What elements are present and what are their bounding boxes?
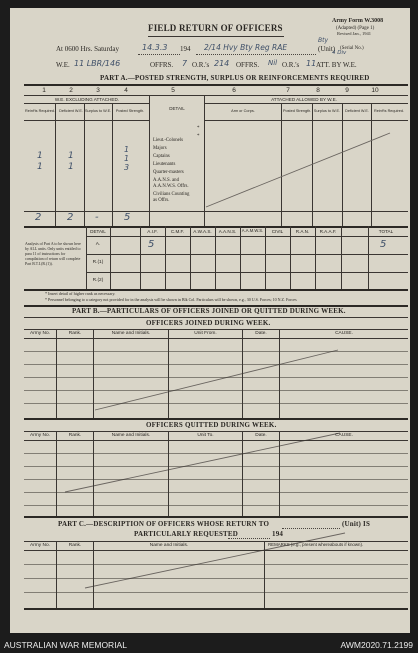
grid-v — [165, 226, 166, 289]
grid-v — [279, 329, 280, 418]
analysis-header: A.A.M.W.S. — [241, 228, 264, 233]
analysis-header: CIVIL — [271, 229, 284, 234]
total-hw: 5 — [124, 212, 131, 223]
grid-v — [265, 226, 266, 289]
analysis-hw-aif: 5 — [148, 239, 155, 250]
asterisk: * — [197, 134, 200, 139]
quitted-header: CAUSE. — [335, 433, 353, 438]
cancel-stroke-quitted — [65, 433, 340, 492]
joined-bottom-rule — [24, 418, 408, 420]
rank-label: Lieut.-Colonels — [153, 138, 183, 143]
rank-label: as Offrs. — [153, 198, 170, 203]
rank-label: Quarter-masters — [153, 170, 184, 175]
part-a-title: PART A.—POSTED STRENGTH, SURPLUS OR REINFORCEMENTS REQUIRED — [100, 74, 370, 82]
grid-v — [341, 226, 342, 289]
quitted-row-rule — [24, 492, 408, 493]
analysis-header: DETAIL — [90, 229, 106, 234]
analysis-header: A.I.F. — [147, 229, 158, 234]
asterisk: * — [197, 126, 200, 131]
grid-v — [290, 226, 291, 289]
grid-v — [86, 226, 87, 289]
offrs2-handwritten: Nil — [268, 59, 278, 67]
analysis-header: R.A.A.F. — [319, 229, 337, 234]
part-c-row-rule — [24, 564, 408, 565]
rank-label: Majors — [153, 146, 167, 151]
header-att-surplus: Surplus to W.E. — [313, 109, 341, 113]
grid-v — [93, 431, 94, 516]
unit-extra-handwritten: Bty — [318, 37, 329, 44]
at-date-handwritten: 14.3.3 — [142, 43, 168, 52]
footnote: * Personnel belonging to a category not provided for in the analysis will be shown in Blk Col. Particulars will be shown, e.g., 30 U.S. Forces; 10 N.Z. Forces — [45, 297, 297, 302]
col-number: 7 — [286, 87, 290, 94]
joined-header: Date. — [255, 331, 267, 336]
joined-header: CAUSE. — [335, 331, 353, 336]
analysis-row: R.(2) — [92, 278, 104, 283]
quitted-bottom-rule — [24, 516, 408, 518]
analysis-rule — [86, 272, 408, 273]
col-number: 10 — [371, 87, 379, 94]
form-title: FIELD RETURN OF OFFICERS — [148, 23, 283, 33]
grid-v — [315, 226, 316, 289]
part-b-rule — [24, 317, 408, 318]
or2-label: O.R.'s — [282, 61, 300, 69]
grid-v — [56, 329, 57, 418]
joined-row-rule — [24, 364, 408, 365]
analysis-header: A.A.N.S. — [218, 229, 237, 234]
offrs-label: OFFRS. — [150, 61, 174, 69]
at-prefix: At 0600 Hrs. Saturday — [56, 45, 119, 53]
quitted-row-rule — [24, 453, 408, 454]
col-number: 2 — [69, 87, 73, 94]
quitted-header: Date. — [255, 433, 267, 438]
col-number: 9 — [345, 87, 349, 94]
header-att-deficient: Deficient W.E. — [345, 109, 369, 113]
grid-v — [215, 226, 216, 289]
rank-label: A.A.N.W.S. Offrs. — [153, 184, 189, 189]
footnote: * Insert detail of higher rank as necessary. — [45, 291, 116, 296]
grid-v — [140, 226, 141, 289]
joined-row-rule — [24, 390, 408, 391]
detail-header: DETAIL — [169, 106, 185, 111]
rank-label: A.A.N.S. and — [153, 178, 179, 183]
grid-v — [242, 431, 243, 516]
form-revised: Revised Jan., 1941 — [337, 31, 371, 36]
hw-col1: 1 — [37, 162, 43, 172]
footer-right: AWM2020.71.2199 — [340, 640, 413, 650]
joined-header: Unit From. — [194, 331, 217, 336]
part-c-title-1: PART C.—DESCRIPTION OF OFFICERS WHOSE RETURN TO — [58, 520, 270, 528]
analysis-header: A.W.A.S. — [193, 229, 212, 234]
serial-label: (Serial No.) — [340, 46, 364, 51]
quitted-header-rule — [24, 440, 408, 441]
quitted-row-rule — [24, 479, 408, 480]
footer-left: AUSTRALIAN WAR MEMORIAL — [4, 640, 127, 650]
quitted-row-rule — [24, 505, 408, 506]
joined-row-rule — [24, 403, 408, 404]
col-number: 5 — [171, 87, 175, 94]
or-handwritten: 214 — [214, 59, 230, 68]
analysis-row: A. — [95, 242, 101, 247]
analysis-rule — [86, 236, 408, 237]
hw-col4: 1 — [124, 154, 130, 163]
or-label: O.R.'s — [192, 61, 210, 69]
unit-extra2-handwritten: 4 Div — [332, 50, 347, 56]
joined-row-rule — [24, 351, 408, 352]
archive-footer — [0, 637, 418, 653]
quitted-header: Name and Initials. — [111, 433, 151, 438]
grid-v — [240, 226, 241, 289]
quitted-header: Unit To. — [197, 433, 214, 438]
grid-v — [168, 329, 169, 418]
grid-v — [56, 541, 57, 608]
cancel-stroke-joined — [95, 350, 338, 410]
form-adaptation: (Adapted) (Page 1) — [336, 26, 375, 31]
form-number: Army Form W.3008 — [332, 18, 384, 24]
rank-label: Civilians Counting — [153, 192, 190, 197]
total-hw: - — [95, 212, 99, 223]
quitted-title: OFFICERS QUITTED DURING WEEK. — [146, 421, 277, 429]
part-c-row-rule — [24, 578, 408, 579]
part-c-bottom-rule — [24, 608, 408, 610]
joined-header: Rank. — [68, 331, 82, 336]
part-c-header-rule — [24, 550, 408, 551]
col-number: 3 — [96, 87, 100, 94]
part-c-header: REMARKS (e.g., present whereabouts if known). — [268, 542, 364, 547]
col-number: 1 — [42, 87, 46, 94]
quitted-header: Army No. — [30, 433, 50, 438]
col-number: 6 — [232, 87, 236, 94]
hw-col2: 1 — [68, 151, 74, 161]
joined-rule — [24, 329, 408, 330]
analysis-row: R.(1) — [92, 260, 104, 265]
cancel-stroke-part-a — [206, 133, 390, 207]
att-label: ATT. BY W.E. — [316, 61, 357, 69]
part-c-header: Name and Initials. — [149, 543, 189, 548]
grid-v — [368, 226, 369, 289]
header-att-reinf: Reinf'ts Required. — [373, 109, 405, 113]
joined-header: Army No. — [30, 331, 50, 336]
part-c-date-dotted — [228, 538, 270, 539]
grid-v — [279, 431, 280, 516]
header-att-posted: Posted Strength. — [283, 109, 312, 113]
attached-header: ATTACHED ALLOWED BY W.E. — [271, 97, 337, 102]
quitted-header: Rank. — [68, 433, 82, 438]
grid-v — [264, 541, 265, 608]
part-b-title: PART B.—PARTICULARS OF OFFICERS JOINED OR QUITTED DURING WEEK. — [72, 307, 346, 315]
part-c-unit-dotted — [282, 528, 340, 529]
header-posted: Posted Strength. — [115, 109, 145, 113]
grid-v — [242, 329, 243, 418]
joined-title: OFFICERS JOINED DURING WEEK. — [146, 319, 271, 327]
hw-col4: 3 — [124, 163, 130, 172]
col-number: 8 — [316, 87, 320, 94]
grid-v — [110, 226, 111, 289]
at-year: 194 — [180, 45, 191, 53]
part-c-row-rule — [24, 592, 408, 593]
we-label: W.E. — [56, 61, 70, 69]
part-c-unit-label: (Unit) IS — [342, 520, 371, 528]
header-arm-corps: Arm or Corps. — [231, 109, 255, 113]
rank-label: Lieutenants — [153, 162, 176, 167]
quitted-rule — [24, 431, 408, 432]
or2-handwritten: 11 — [306, 59, 317, 68]
part-c-header: Rank. — [68, 543, 82, 548]
rank-label: Captains — [153, 154, 170, 159]
analysis-note: Analysis of Part A to be shown here by ALL units. Only units entitled to para 11 of instructions for compilation of return will complete Part B.T.I.(R.(1)). — [25, 242, 81, 266]
part-c-title-2: PARTICULARLY REQUESTED — [134, 530, 239, 538]
analysis-header: C.M.F. — [170, 229, 185, 234]
hw-col2: 1 — [68, 162, 74, 172]
analysis-hw-total: 5 — [380, 239, 387, 250]
hw-col1: 1 — [37, 151, 43, 161]
we-excl-header: W.E. EXCLUDING ATTACHED. — [54, 97, 120, 102]
analysis-header: TOTAL — [378, 229, 394, 234]
unit-handwritten: 2/14 Hvy Bty Reg RAE — [204, 43, 288, 52]
joined-row-rule — [24, 377, 408, 378]
total-hw: 2 — [35, 212, 42, 223]
grid-v — [168, 431, 169, 516]
grid-v — [190, 226, 191, 289]
we-handwritten: 11 LBR/146 — [74, 59, 121, 68]
grid-v — [93, 541, 94, 608]
part-c-year: 194 — [272, 530, 284, 538]
offrs-handwritten: 7 — [182, 59, 188, 68]
joined-header-rule — [24, 338, 408, 339]
unit-label: (Unit) — [318, 45, 336, 53]
offrs2-label: OFFRS. — [236, 61, 260, 69]
joined-header: Name and Initials. — [111, 331, 151, 336]
total-hw: 2 — [67, 212, 74, 223]
analysis-header: R.A.N. — [295, 229, 310, 234]
form-sheet — [10, 8, 410, 633]
header-reinf: Reinf'ts Required. — [25, 109, 56, 113]
grid-v — [93, 329, 94, 418]
header-deficient: Deficient W.E. — [59, 109, 83, 113]
col-number: 4 — [124, 87, 128, 94]
header-surplus: Surplus to W.E. — [85, 109, 112, 113]
grid-v — [56, 431, 57, 516]
quitted-row-rule — [24, 466, 408, 467]
hw-col4: 1 — [124, 145, 130, 154]
part-c-header: Army No. — [30, 543, 50, 548]
analysis-rule — [86, 254, 408, 255]
